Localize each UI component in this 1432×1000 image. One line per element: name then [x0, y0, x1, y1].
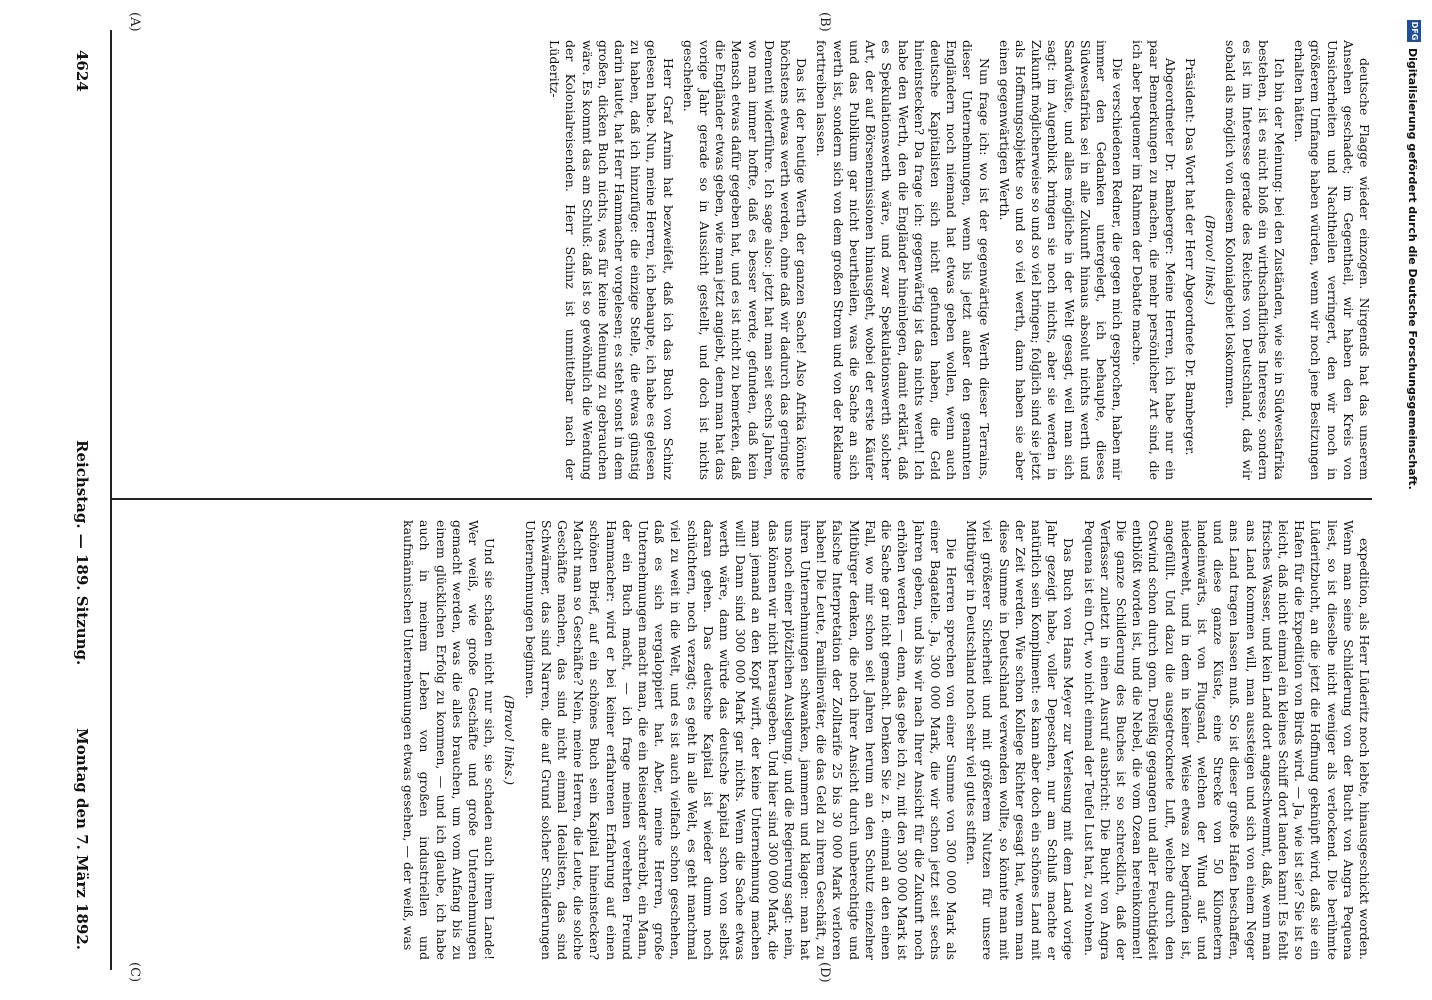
paragraph: Präsident: Das Wort hat der Herr Abgeordnete Dr. Bamberger. [1182, 58, 1198, 456]
paragraph: Das ist der heutige Werth der ganzen Sache! Also Afrika könnte höchstens etwas werth werden, ohne daß wir dadurch das geringste Dementi widerführe. Ich sage also: jetzt hat man seit sechs Jahren, wo man immer hoffte, daß es besser werde, gefunden, daß kein Mensch etwas dafür gegeben hat, und es ist nicht zu bemerken, daß die Engländer etwas geben, wie man jetzt angiebt, denn man hat das vorige Jahr gerade so in Aussicht gestellt, und doch ist nichts geschehen. [680, 40, 810, 480]
paragraph: Herr Graf Arnim hat bezweifelt, daß ich das Buch von Schinz gelesen habe. Nun, meine Herren, ich behaupte, ich habe es gelesen zu haben, daß ich hinzufüge: die einzige Stelle, die etwas günstig darin lautet, hat Herr Hammacher vorgelesen; es steht sonst in dem großen, dicken Buch nichts, was für keine Meinung zu gebrauchen wäre. Es kommt das am Schluß: daß ist so gewöhnlich die Wendung der Kolonialreisenden. Herr Schinz ist unmittelbar nach der Lüderitz- [547, 40, 676, 480]
applause-note: (Bravo! links.) [1203, 215, 1219, 305]
margin-mark-d: (D) [817, 962, 832, 983]
paragraph: Das Buch von Hans Meyer zur Verlesung mit dem Land vorige Jahr gezeigt habe, voller Depeschen, nur am Schluß machte er natürlich sein Kompliment: es kann aber doch ein schönes Land mit der Zeit werden. Wie schon Kollege Richter gesagt hat, wenn man diese Summe in Deutschland verwenden wollte, so könnte man mit viel größerer Sicherheit und mit größerem Nutzen für unsere Mitbürger in Deutschland noch sehr viel gutes stiften. [964, 520, 1077, 960]
paragraph: Abgeordneter Dr. Bamberger: Meine Herren, ich habe nur ein paar Bemerkungen zu machen, die mehr persönlicher Art sind, die ich aber bequemer im Rahmen der Debatte mache. [1130, 40, 1178, 480]
dfg-logo-icon: DFG [1407, 20, 1421, 42]
paragraph: Und sie schaden nicht nur sich, sie schaden auch ihrem Lande! Wer weiß, wie große Geschäfte und große Unternehmungen gemacht werden, was die alles brauchen, um vom Anfang bis zu einem glücklichen Erfolg zu kommen, — und ich glaube, ich habe auch in meinem Leben von großen industriellen und kaufmännischen Unternehmungen etwas gesehen, — der weiß, was [401, 520, 498, 960]
footer-text: Digitalisierung gefördert durch die Deutsche Forschungsgemeinschaft. [1406, 48, 1419, 490]
applause-note: (Bravo! links.) [502, 695, 518, 785]
page-header [67, 50, 97, 950]
paragraph: Ich bin der Meinung: bei den Zuständen, wie sie in Südwestafrika bestehen, ist es nicht bloß ein wirthschaftliches Interesse, sondern es ist im Interesse gerade des Reiches von Deutschland, daß wir sobald als möglich von diesem Kolonialgebiet loskommen. [1223, 40, 1287, 480]
margin-mark-a: (A) [127, 12, 142, 32]
running-title: Reichstag. — 189. Sitzung. [73, 440, 91, 666]
paragraph: Die verschiedenen Redner, die gegen mich gesprochen, haben mir immer den Gedanken untergelegt, ich behaupte, dieses Südwestafrika sei in alle Zukunft hinaus absolut nichts werth und Sandwüste, und alles mögliche in der Welt gesagt, weil man sich sagt: im Augenblick bringen sie noch nichts, aber sie werden in Zukunft möglicherweise so und so viel bringen; folglich sind sie jetzt als Hoffnungsobjekte so und so viel werth, dann haben sie aber einen gegenwärtigen Werth. [996, 40, 1126, 480]
right-column [117, 520, 1372, 960]
page-number: 4624 [73, 50, 91, 92]
paragraph: Nun frage ich: wo ist der gegenwärtige Werth dieser Terrains, dieser Unternehmungen, wenn bis jetzt außer den genannten Engländern noch niemand hat etwas geben wollen, wenn auch deutsche Kapitalisten sich nicht gefunden haben, die Geld hineinstecken? Da frage ich: gegenwärtig ist das nichts werth! Ich habe den Werth, den die Engländer hineinlegen, damit erklärt, daß es Spekulationswerth wäre, und zwar Spekulationswerth solcher Art, der auf Börsenemissionen hinausgeht, wobei der erste Käufer und das Publikum gar nicht beurtheilen, was die Sache an sich werth ist, sondern sich von dem großen Strom und von der Reklame forttreiben lassen. [814, 40, 992, 480]
margin-mark-b: (B) [817, 12, 832, 32]
paragraph: expedition, als Herr Lüderitz noch lebte, hinausgeschickt worden. Wenn man seine Schilderung von der Bucht von Angra Pequena liest, so ist dieselbe nicht weniger als verlockend. Die berühmte Lüderitzbucht, an die jetzt die Hoffnung geknüpft wird, daß sie ein Hafen für die Expedition von Birds wird. — Ja, wie ist sie? Sie ist so leicht, daß nicht einmal ein kleines Schiff dort landen kann! Es fehlt frisches Wasser, und kein Land dort angeschwemmt, daß, wenn man ans Land kommen will, man aussteigen und sich von einem Neger ans Land tragen lassen muß. So ist dieser große Hafen beschaffen, und diese ganze Küste, eine Strecke von 50 Kilometern landeinwärts, ist von Flugsand, welchen der Wind auf- und niederweht, und in dem in keiner Weise etwas zu begründen ist, angefüllt. Und dazu die ausgetrocknete Luft, welche durch den Ostwind schon durch gom. Dreißig gegangen und aller Feuchtigkeit entblößt worden ist, und die Nebel, die vom Ozean hereinkommen! Die ganze Schilderung des Buches ist so schrecklich, daß der Verfasser zuletzt in einen Ausruf ausbricht: Die Bucht von Angra Pequena ist ein Ort, wo nicht einmal der Teufel Lust hat, zu wohnen. [1081, 520, 1372, 960]
paragraph: deutsche Flagge wieder einzogen. Nirgends hat das unserem Ansehen geschadet; im Gegentheil, wir haben den Kreis von Unsicherheiten und Nachtheilen verringert, den wir noch in größerem Umfange haben würden, wenn wir noch jene Besitzungen erhalten hätten. [1292, 40, 1372, 480]
paragraph: Die Herren sprechen von einer Summe von 300 000 Mark als einer Bagatelle. Ja, 300 000 Mark, die wir schon jetzt seit sechs Jahren geben, und bis wir nach Ihrer Ansicht für die Zukunft noch erhöhen werden — denn, das gebe ich zu, mit den 300 000 Mark ist die Sache gar nicht gemacht. Denken Sie z. B. einmal an den einen Fall, wo mir schon seit Jahren herum an den Schutz einzelner Mitbürger denken, die noch ihrer Ansicht durch unberechtigte und falsche Interpretation der Zolltarife 25 bis 30 000 Mark verloren haben! Die Leute, Familienväter, die das Geld zu ihrem Geschäft, zu ihren Unternehmungen schwanken, jammern und klagen: man hat uns noch einer plötzlichen Auslegung, und die Regierung sagt: nein, das können wir nicht herausgeben. Und hier sind 300 000 Mark, die man jemand an den Kopf wirft, der keine Unternehmung machen will! Dann sind 300 000 Mark gar nichts. Wenn die Sache etwas werth wäre, dann würde das deutsche Kapital schon von selbst daran gehen. Das deutsche Kapital ist wieder dumm noch schüchtern, noch verzagt; es geht in alle Welt, es geht manchmal viel zu weit in die Welt, und es ist auch vielfach schon geschehen, daß es sich vergaloppiert hat. Aber, meine Herren, große Unternehmungen macht man, die ein Reisender schreibt, ein Mann, der ein Buch macht, — ich frage meinen verehrten Freund Hammacher: wird er bei keiner erfahrenen Erfahrung auf einen schönen Brief, auf ein schönes Buch sein Kapital hineinstecken? Macht man so Geschäfte? Nein, meine Herren, die Leute, die solche Geschäfte machen, das sind nicht einmal Idealisten, das sind Schwärmer, das sind Narren, die auf Grund solcher Schilderungen Unternehmungen beginnen. [522, 520, 959, 960]
header-rule [110, 30, 112, 970]
left-column [117, 40, 1372, 480]
column-divider [112, 498, 1372, 500]
session-date: Montag den 7. März 1892. [73, 728, 91, 950]
margin-mark-c: (C) [127, 962, 142, 983]
